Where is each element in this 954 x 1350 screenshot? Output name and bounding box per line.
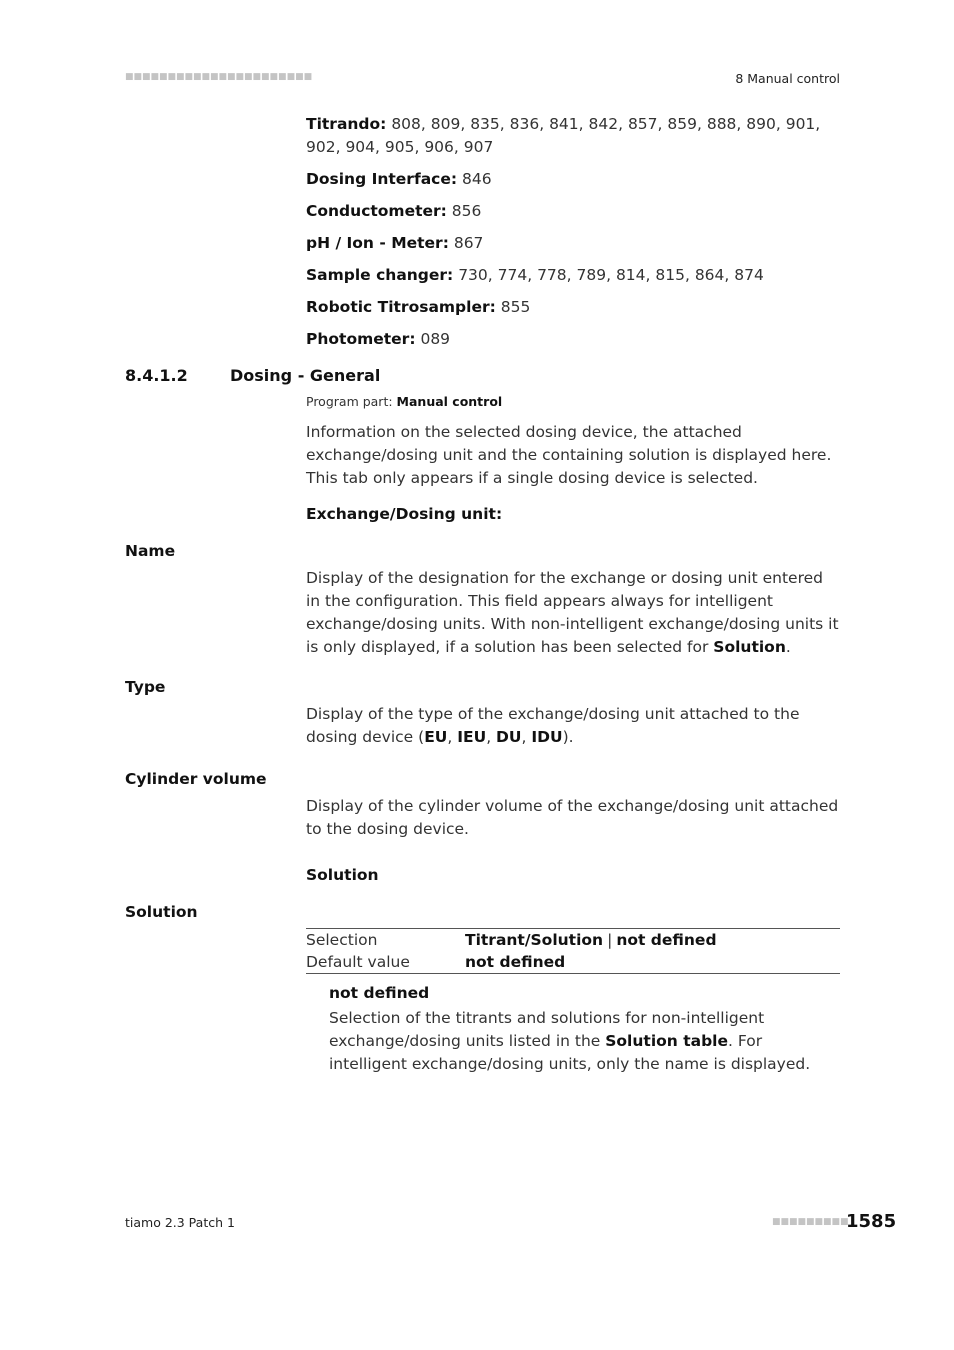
description-text: ). (562, 728, 574, 746)
device-label: Sample changer: (306, 266, 454, 284)
device-line-conductometer (306, 200, 840, 223)
device-value: 867 (448, 234, 484, 252)
param-name-description (306, 567, 840, 659)
param-cylinder-volume-label: Cylinder volume (125, 770, 267, 788)
header-decoration: ■■■■■■■■■■■■■■■■■■■■■■ (125, 72, 313, 82)
separator: , (521, 728, 532, 746)
option-title: not defined (329, 984, 430, 1002)
selection-option-2: not defined (616, 931, 717, 949)
device-line-titrando (306, 113, 840, 159)
table-row-selection (306, 929, 840, 951)
default-value: not defined (465, 953, 566, 971)
section-title: Dosing - General (230, 366, 381, 385)
solution-parameter-table (306, 928, 840, 974)
type-idu: IDU (531, 728, 563, 746)
description-text: . For intelligent exchange/dosing units, only the name is displayed. (329, 1032, 811, 1073)
selection-label: Selection (306, 931, 378, 949)
program-part-value: Manual control (396, 394, 503, 409)
separator: , (486, 728, 497, 746)
device-value: 089 (415, 330, 451, 348)
device-line-photometer (306, 328, 840, 351)
device-line-robotic-titrosampler (306, 296, 840, 319)
device-label: Robotic Titrosampler: (306, 298, 496, 316)
section-number: 8.4.1.2 (125, 366, 188, 385)
type-du: DU (496, 728, 522, 746)
section-intro: Information on the selected dosing device, the attached exchange/dosing unit and the containing solution is displayed here. This tab only appears if a single dosing device is selected. (306, 423, 832, 487)
default-label: Default value (306, 953, 410, 971)
description-text: Display of the type of the exchange/dosing unit attached to the dosing device ( (306, 705, 800, 746)
program-part-label: Program part: (306, 394, 397, 409)
device-value: 846 (457, 170, 492, 188)
device-line-ph-meter (306, 232, 840, 255)
description-text: Selection of the titrants and solutions for non-intelligent exchange/dosing units listed in the (329, 1009, 765, 1050)
description-bold: Solution table (605, 1032, 729, 1050)
footer-decoration: ■■■■■■■■■ (772, 1217, 849, 1227)
type-eu: EU (424, 728, 448, 746)
device-label: Conductometer: (306, 202, 447, 220)
description-bold: Solution (713, 638, 786, 656)
description-text: . (785, 638, 791, 656)
device-label: pH / Ion - Meter: (306, 234, 449, 252)
description-text: Display of the designation for the exchange or dosing unit entered in the configuration. This field appears always for intelligent exchange/dosing units. With non-intelligent exchange/dosing units it is only displayed, if a solution has been selected for (306, 569, 839, 656)
solution-heading: Solution (306, 866, 379, 884)
chapter-title: 8 Manual control (735, 71, 840, 86)
device-label: Dosing Interface: (306, 170, 458, 188)
program-part (306, 394, 502, 409)
exchange-dosing-heading: Exchange/Dosing unit: (306, 505, 503, 523)
device-value: 730, 774, 778, 789, 814, 815, 864, 874 (453, 266, 764, 284)
table-row-default (306, 951, 840, 973)
selection-option-1: Titrant/Solution (465, 931, 604, 949)
device-label: Photometer: (306, 330, 416, 348)
page-number: 1585 (846, 1211, 897, 1232)
device-value: 855 (495, 298, 531, 316)
selection-value (465, 929, 717, 951)
param-type-label: Type (125, 678, 166, 696)
device-value: 808, 809, 835, 836, 841, 842, 857, 859, 888, 890, 901, 902, 904, 905, 906, 907 (306, 115, 821, 156)
device-label: Titrando: (306, 115, 387, 133)
param-name-label: Name (125, 542, 176, 560)
device-line-sample-changer (306, 264, 840, 287)
param-solution-label: Solution (125, 903, 198, 921)
param-cylinder-volume-description: Display of the cylinder volume of the exchange/dosing unit attached to the dosing device. (306, 797, 839, 838)
device-line-dosing-interface (306, 168, 840, 191)
separator: , (447, 728, 458, 746)
footer-product: tiamo 2.3 Patch 1 (125, 1215, 235, 1230)
param-type-description (306, 703, 840, 749)
type-ieu: IEU (457, 728, 487, 746)
device-value: 856 (446, 202, 482, 220)
option-description (329, 1007, 841, 1076)
option-separator: | (607, 931, 613, 949)
